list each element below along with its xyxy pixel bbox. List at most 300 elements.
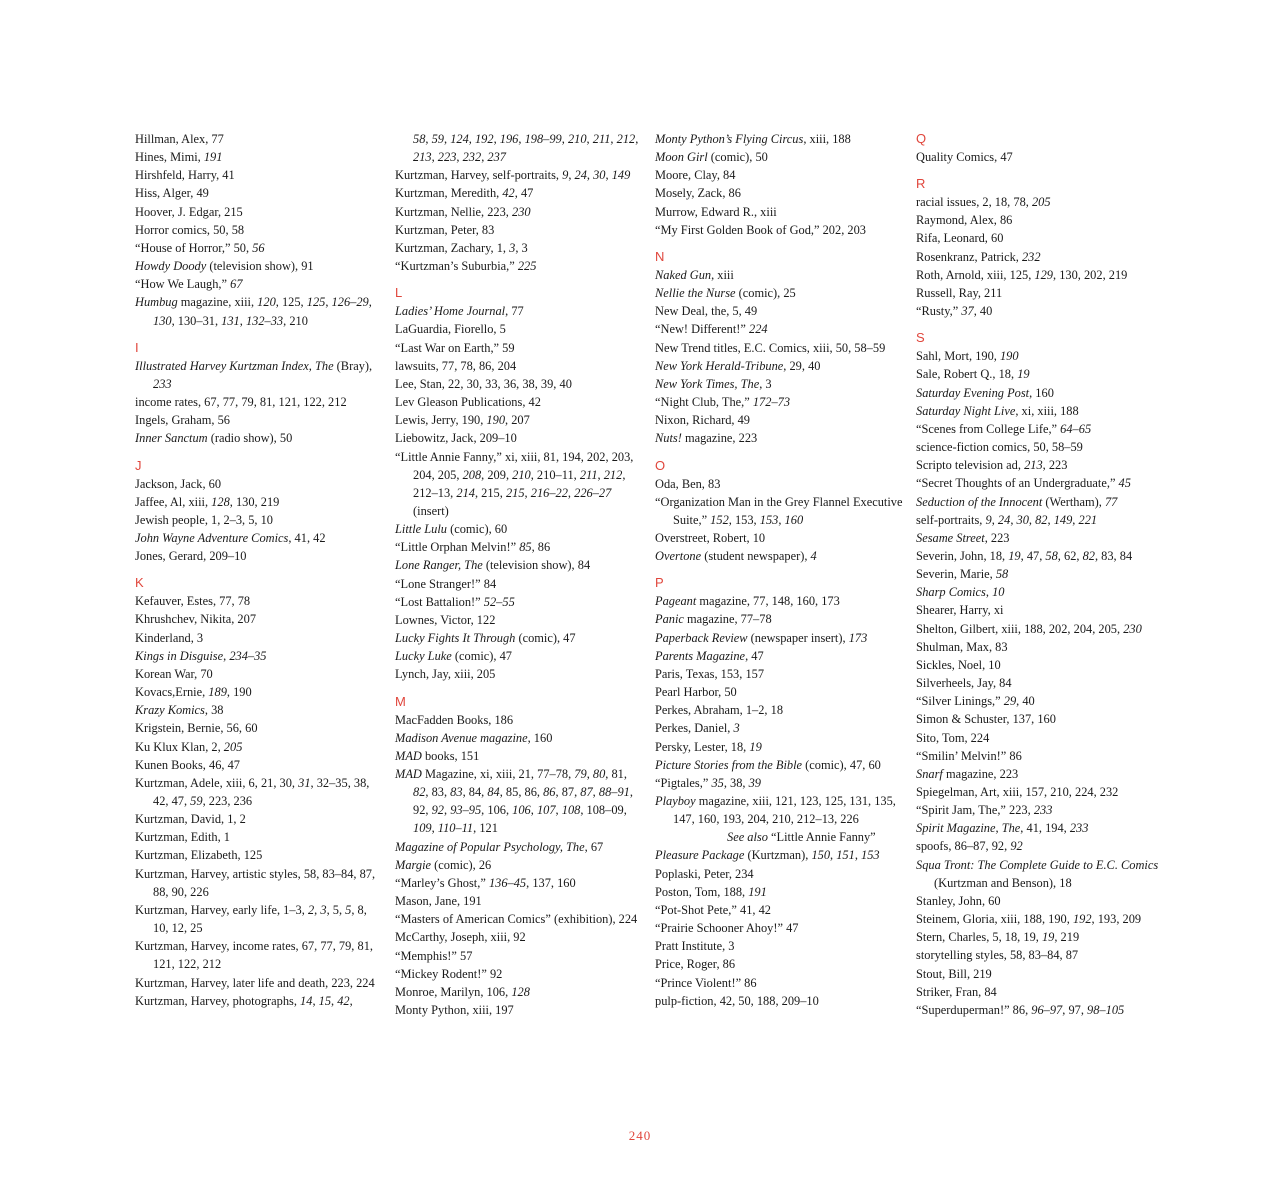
italic-text: 131 bbox=[221, 313, 240, 328]
index-entry bbox=[395, 1001, 643, 1019]
italic-text: Ladies’ Home Journal bbox=[395, 304, 506, 319]
entry-text: Ku Klux Klan, 2, bbox=[135, 739, 224, 754]
entry-text: “Last War on Earth,” 59 bbox=[395, 340, 515, 355]
entry-text: , bbox=[443, 803, 451, 818]
index-entry bbox=[655, 221, 903, 239]
entry-text: “Little Annie Fanny,” xi, xiii, 81, 194, 202, 203, 204, 205, bbox=[395, 449, 634, 482]
italic-text: 173 bbox=[848, 630, 868, 645]
index-entry bbox=[395, 747, 643, 765]
index-entry bbox=[916, 420, 1164, 438]
index-entry bbox=[916, 248, 1164, 266]
entry-text: Magazine, xi, xiii, 21, 77–78, bbox=[421, 767, 575, 781]
entry-text: “Lost Battalion!” bbox=[395, 594, 484, 609]
italic-text: 225 bbox=[517, 259, 537, 274]
entry-text: , bbox=[985, 585, 993, 600]
entry-text: Lev Gleason Publications, 42 bbox=[395, 395, 541, 410]
italic-text: 210 bbox=[567, 132, 587, 146]
entry-text: , 83, bbox=[425, 785, 451, 800]
entry-text: Lewis, Jerry, 190, bbox=[395, 413, 487, 428]
italic-text: Snarf bbox=[916, 766, 943, 781]
index-entry bbox=[916, 193, 1164, 211]
italic-text: Picture Stories from the Bible bbox=[655, 757, 803, 772]
italic-text: Magazine of Popular Psychology, The bbox=[395, 839, 585, 854]
entry-text: , 85, 86, bbox=[499, 785, 544, 800]
entry-text: , bbox=[431, 150, 438, 165]
entry-text: , bbox=[586, 767, 593, 781]
italic-text: 221 bbox=[1078, 512, 1098, 527]
index-entry bbox=[916, 765, 1164, 783]
index-entry bbox=[395, 765, 643, 838]
letter-heading: P bbox=[655, 575, 664, 591]
entry-text: “Lone Stranger!” 84 bbox=[395, 576, 497, 591]
italic-text: 233 bbox=[1069, 821, 1089, 836]
italic-text: 149 bbox=[1053, 512, 1073, 527]
index-entry bbox=[395, 928, 643, 946]
index-entry bbox=[916, 284, 1164, 302]
index-entry bbox=[916, 347, 1164, 365]
entry-text: Murrow, Edward R., xiii bbox=[655, 204, 777, 219]
entry-text: , 97, bbox=[1062, 1002, 1088, 1017]
entry-text: Khrushchev, Nikita, 207 bbox=[135, 612, 257, 627]
entry-text: income rates, 67, 77, 79, 81, 121, 122, 212 bbox=[135, 395, 347, 410]
italic-text: 52–55 bbox=[483, 594, 515, 609]
entry-text: “Marley’s Ghost,” bbox=[395, 875, 489, 890]
index-entry bbox=[395, 357, 643, 375]
index-entry bbox=[655, 610, 903, 628]
entry-text: , 47 bbox=[514, 186, 534, 201]
index-entry bbox=[916, 266, 1164, 284]
entry-text: , bbox=[597, 467, 604, 482]
index-entry bbox=[395, 629, 643, 647]
index-entry bbox=[655, 529, 903, 547]
index-entry bbox=[916, 656, 1164, 674]
index-entry bbox=[395, 665, 643, 683]
italic-text: 42 bbox=[502, 186, 515, 201]
entry-text: Kefauver, Estes, 77, 78 bbox=[135, 594, 251, 609]
entry-text: , bbox=[223, 648, 230, 663]
italic-text: 58 bbox=[413, 132, 426, 146]
entry-text: Simon & Schuster, 137, 160 bbox=[916, 712, 1056, 727]
entry-text: , 81, bbox=[605, 767, 627, 781]
index-entry bbox=[395, 556, 643, 574]
entry-text: , 153, bbox=[728, 512, 760, 527]
italic-text: 149 bbox=[611, 168, 631, 183]
italic-text: 216–22 bbox=[530, 485, 568, 500]
italic-text: 15 bbox=[318, 993, 332, 1008]
italic-text: 82 bbox=[1035, 512, 1048, 527]
italic-text: 29 bbox=[1003, 694, 1017, 709]
entry-text: , 77 bbox=[505, 304, 524, 319]
entry-text: , 223 bbox=[984, 530, 1010, 545]
entry-text: , bbox=[610, 132, 617, 146]
entry-text: Perkes, Daniel, bbox=[655, 721, 734, 736]
entry-text: “Masters of American Comics” (exhibition), 224 bbox=[395, 912, 638, 927]
entry-text: magazine, 77, 148, 160, 173 bbox=[696, 594, 840, 609]
letter-heading: J bbox=[135, 457, 142, 473]
index-entry bbox=[135, 293, 383, 329]
italic-text: 208 bbox=[462, 467, 482, 482]
index-entry bbox=[395, 593, 643, 611]
entry-text: Krigstein, Bernie, 56, 60 bbox=[135, 721, 258, 736]
entry-text: , bbox=[991, 512, 998, 527]
italic-text: 136–45 bbox=[488, 875, 527, 890]
entry-text: Oda, Ben, 83 bbox=[655, 476, 721, 491]
italic-text: 205 bbox=[223, 739, 243, 754]
italic-text: 5 bbox=[345, 902, 352, 917]
italic-text: 58 bbox=[995, 567, 1009, 582]
index-entry bbox=[916, 729, 1164, 747]
entry-text: Overstreet, Robert, 10 bbox=[655, 530, 766, 545]
italic-text: 172–73 bbox=[752, 395, 791, 410]
entry-text: Scripto television ad, bbox=[916, 458, 1025, 473]
index-column-4 bbox=[916, 130, 1164, 1019]
entry-text: (comic), 50 bbox=[707, 150, 768, 165]
entry-text: Lee, Stan, 22, 30, 33, 36, 38, 39, 40 bbox=[395, 376, 572, 391]
entry-text: , 83, 84 bbox=[1094, 548, 1133, 563]
entry-text: Kurtzman, Nellie, 223, bbox=[395, 204, 512, 219]
index-entry bbox=[655, 411, 903, 429]
entry-text: , xiii, 188 bbox=[803, 132, 851, 146]
italic-text: Kings in Disguise bbox=[135, 648, 224, 663]
index-entry bbox=[395, 302, 643, 320]
entry-text: Kurtzman, Harvey, artistic styles, 58, 83–84, 87, 88, 90, 226 bbox=[135, 866, 376, 899]
entry-text: , 108–09, bbox=[580, 803, 627, 818]
entry-text: magazine, 223 bbox=[942, 766, 1019, 781]
index-entry bbox=[655, 203, 903, 221]
entry-text: , 193, 209 bbox=[1091, 912, 1142, 927]
index-entry bbox=[916, 384, 1164, 402]
italic-text: 190 bbox=[486, 413, 506, 428]
italic-text: 85 bbox=[519, 540, 532, 555]
italic-text: Pleasure Package bbox=[655, 848, 745, 863]
italic-text: 92 bbox=[1010, 839, 1023, 854]
entry-text: , bbox=[555, 803, 562, 818]
index-entry bbox=[395, 520, 643, 538]
entry-text: , 160 bbox=[527, 730, 553, 745]
entry-text: , 67 bbox=[584, 839, 604, 854]
index-entry bbox=[395, 320, 643, 338]
entry-text: “Kurtzman’s Suburbia,” bbox=[395, 259, 518, 274]
italic-text: Paperback Review bbox=[655, 630, 748, 645]
letter-heading: Q bbox=[916, 131, 927, 146]
entry-text: Hoover, J. Edgar, 215 bbox=[135, 204, 243, 219]
italic-text: Madison Avenue magazine bbox=[395, 730, 528, 745]
entry-text: , bbox=[524, 485, 531, 500]
italic-text: 59 bbox=[431, 132, 444, 146]
entry-text: Hines, Mimi, bbox=[135, 150, 204, 165]
index-entry bbox=[916, 892, 1164, 910]
index-entry bbox=[916, 565, 1164, 583]
entry-text: , 106, bbox=[481, 803, 513, 818]
italic-text: 9 bbox=[985, 512, 992, 527]
index-entry bbox=[916, 474, 1164, 492]
index-entry bbox=[135, 203, 383, 221]
index-entry bbox=[916, 983, 1164, 1001]
entry-text: “Little Orphan Melvin!” bbox=[395, 540, 520, 555]
entry-text: , bbox=[635, 132, 639, 146]
letter-heading: S bbox=[916, 330, 925, 346]
italic-text: 110–11 bbox=[437, 821, 474, 836]
index-entry bbox=[916, 456, 1164, 474]
entry-text: , 84, bbox=[462, 785, 488, 800]
italic-text: 9 bbox=[562, 168, 569, 183]
entry-text: “New! Different!” bbox=[655, 322, 750, 337]
italic-text: New York Times, The bbox=[655, 376, 760, 391]
entry-text: (Bray), bbox=[333, 358, 373, 373]
entry-text: , 5, bbox=[326, 902, 346, 917]
entry-text: , 40 bbox=[1016, 694, 1035, 709]
entry-text: Kurtzman, Harvey, self-portraits, bbox=[395, 168, 563, 183]
entry-text: “Memphis!” 57 bbox=[395, 948, 473, 963]
italic-text: 19 bbox=[1017, 367, 1030, 382]
italic-text: 108 bbox=[561, 803, 581, 818]
entry-text: Kurtzman, Adele, xiii, 6, 21, 30, bbox=[135, 775, 299, 790]
index-entry bbox=[135, 756, 383, 774]
index-entry bbox=[395, 339, 643, 357]
entry-text: magazine, xiii, 121, 123, 125, 131, 135, 147, 160, 193, 204, 210, 212–13, 226 bbox=[673, 794, 896, 827]
entry-text: Horror comics, 50, 58 bbox=[135, 222, 245, 237]
italic-text: Seduction of the Innocent bbox=[916, 494, 1043, 509]
entry-text: , 29, 40 bbox=[783, 358, 821, 373]
index-entry bbox=[916, 302, 1164, 320]
entry-text: , bbox=[468, 132, 475, 146]
italic-text: 215 bbox=[505, 485, 525, 500]
entry-text: “Little Annie Fanny” bbox=[767, 830, 876, 845]
entry-text: , 223, 236 bbox=[202, 794, 253, 808]
index-entry bbox=[135, 629, 383, 647]
index-entry bbox=[655, 320, 903, 338]
entry-text: self-portraits, bbox=[916, 512, 986, 527]
entry-text: , 38, bbox=[723, 775, 749, 790]
entry-text: , bbox=[530, 803, 537, 818]
index-entry bbox=[135, 683, 383, 701]
index-entry bbox=[916, 856, 1164, 892]
index-entry bbox=[135, 411, 383, 429]
entry-text: Rifa, Leonard, 60 bbox=[916, 231, 1004, 246]
index-entry bbox=[655, 148, 903, 166]
entry-text: , 62, bbox=[1057, 548, 1083, 563]
entry-text: “My First Golden Book of God,” 202, 203 bbox=[655, 222, 866, 237]
index-entry bbox=[655, 475, 903, 493]
italic-text: Krazy Komics bbox=[135, 703, 205, 718]
italic-text: Lone Ranger, The bbox=[395, 558, 483, 573]
entry-text: , 92, bbox=[413, 785, 633, 818]
index-entry bbox=[135, 166, 383, 184]
entry-text: , 38 bbox=[204, 703, 224, 718]
italic-text: Saturday Night Live bbox=[916, 403, 1016, 418]
entry-text: “Pigtales,” bbox=[655, 775, 712, 790]
entry-text: , bbox=[605, 168, 612, 183]
index-entry bbox=[916, 783, 1164, 801]
index-entry bbox=[916, 547, 1164, 565]
index-entry bbox=[916, 620, 1164, 638]
entry-text: , 190 bbox=[226, 685, 252, 700]
entry-text: , xiii bbox=[711, 267, 734, 282]
entry-text: storytelling styles, 58, 83–84, 87 bbox=[916, 948, 1079, 963]
italic-text: 98–105 bbox=[1087, 1002, 1125, 1017]
entry-text: Kurtzman, Meredith, bbox=[395, 186, 503, 201]
italic-text: 31 bbox=[298, 775, 311, 790]
entry-text: , 86 bbox=[531, 540, 551, 555]
index-entry bbox=[135, 393, 383, 411]
entry-text: Kunen Books, 46, 47 bbox=[135, 757, 240, 772]
italic-text: See also bbox=[727, 830, 768, 845]
index-entry bbox=[655, 919, 903, 937]
italic-text: 2 bbox=[307, 902, 315, 917]
italic-text: 213 bbox=[413, 150, 432, 165]
index-entry bbox=[916, 1001, 1164, 1019]
entry-text: (comic), 47 bbox=[451, 649, 512, 664]
index-entry bbox=[916, 928, 1164, 946]
entry-text: Russell, Ray, 211 bbox=[916, 285, 1003, 300]
index-entry bbox=[655, 493, 903, 529]
entry-text: Sahl, Mort, 190, bbox=[916, 349, 1000, 364]
italic-text: Pageant bbox=[655, 594, 697, 609]
italic-text: 190 bbox=[999, 349, 1019, 364]
entry-text: (comic), 47, 60 bbox=[802, 757, 881, 772]
italic-text: Illustrated Harvey Kurtzman Index, The bbox=[135, 358, 334, 373]
italic-text: 107 bbox=[536, 803, 556, 818]
italic-text: Spirit Magazine, The bbox=[916, 821, 1021, 836]
index-entry bbox=[135, 529, 383, 547]
italic-text: 64–65 bbox=[1060, 421, 1092, 436]
entry-text: (student newspaper), bbox=[701, 549, 811, 564]
index-entry bbox=[395, 166, 643, 184]
index-entry bbox=[395, 910, 643, 928]
index-entry bbox=[135, 810, 383, 828]
index-column-2 bbox=[395, 130, 643, 1019]
index-entry bbox=[655, 738, 903, 756]
entry-text: “How We Laugh,” bbox=[135, 277, 231, 292]
index-entry bbox=[916, 638, 1164, 656]
entry-text: Stanley, John, 60 bbox=[916, 893, 1001, 908]
italic-text: Parents Magazine bbox=[655, 648, 746, 663]
italic-text: Little Lulu bbox=[395, 522, 447, 537]
entry-text: Mosely, Zack, 86 bbox=[655, 186, 741, 201]
entry-text: , bbox=[1072, 512, 1079, 527]
italic-text: 88–91 bbox=[598, 785, 630, 800]
italic-text: 83 bbox=[450, 785, 463, 800]
entry-text: , 215, bbox=[474, 485, 506, 500]
entry-text: Kurtzman, Peter, 83 bbox=[395, 222, 495, 237]
italic-text: MAD bbox=[395, 748, 422, 763]
italic-text: 3 bbox=[733, 721, 740, 736]
italic-text: 126–29 bbox=[331, 295, 369, 310]
italic-text: 129 bbox=[1034, 267, 1053, 282]
italic-text: 56 bbox=[252, 240, 265, 255]
italic-text: 93–95 bbox=[450, 803, 482, 818]
italic-text: 19 bbox=[1041, 930, 1055, 945]
entry-text: Hillman, Alex, 77 bbox=[135, 132, 224, 146]
index-entry bbox=[135, 493, 383, 511]
index-entry bbox=[135, 665, 383, 683]
entry-text: , bbox=[312, 993, 319, 1008]
index-entry bbox=[655, 547, 903, 565]
entry-text: Kurtzman, Harvey, later life and death, 223, 224 bbox=[135, 975, 375, 990]
entry-text: , bbox=[443, 132, 451, 146]
index-entry bbox=[135, 719, 383, 737]
entry-text: , bbox=[331, 993, 338, 1008]
index-entry bbox=[395, 874, 643, 892]
entry-text: “Rusty,” bbox=[916, 304, 962, 319]
entry-text: Jackson, Jack, 60 bbox=[135, 476, 222, 491]
entry-text: , 3 bbox=[515, 240, 528, 255]
entry-text: LaGuardia, Fiorello, 5 bbox=[395, 322, 506, 337]
index-entry bbox=[916, 910, 1164, 928]
italic-text: 192 bbox=[474, 132, 494, 146]
entry-text: , bbox=[325, 295, 332, 310]
entry-text: , 130, 202, 219 bbox=[1053, 267, 1128, 282]
entry-text: Moore, Clay, 84 bbox=[655, 168, 736, 183]
italic-text: 19 bbox=[749, 739, 762, 754]
index-entry bbox=[135, 974, 383, 992]
index-entry bbox=[135, 184, 383, 202]
index-entry bbox=[655, 883, 903, 901]
italic-text: Sharp Comics bbox=[916, 585, 986, 600]
entry-text: Hiss, Alger, 49 bbox=[135, 186, 209, 201]
index-entry bbox=[135, 828, 383, 846]
italic-text: 232 bbox=[462, 150, 482, 165]
italic-text: 106 bbox=[512, 803, 531, 818]
entry-text: (television show), 84 bbox=[482, 558, 591, 573]
index-column-3 bbox=[655, 130, 903, 1010]
entry-text: Liebowitz, Jack, 209–10 bbox=[395, 431, 517, 446]
italic-text: 198–99 bbox=[524, 132, 562, 146]
index-entry bbox=[135, 275, 383, 293]
entry-text: Quality Comics, 47 bbox=[916, 150, 1013, 164]
italic-text: 4 bbox=[810, 549, 817, 564]
italic-text: Lucky Fights It Through bbox=[395, 631, 516, 646]
index-entry bbox=[135, 937, 383, 973]
entry-text: , bbox=[314, 902, 321, 917]
index-entry bbox=[655, 375, 903, 393]
index-column-1 bbox=[135, 130, 383, 1010]
index-entry bbox=[916, 438, 1164, 456]
index-entry bbox=[135, 901, 383, 937]
italic-text: Panic bbox=[655, 612, 684, 627]
italic-text: 213 bbox=[1024, 458, 1043, 473]
italic-text: 82 bbox=[413, 785, 426, 800]
entry-text: , bbox=[830, 848, 837, 863]
entry-text: “Prince Violent!” 86 bbox=[655, 975, 757, 990]
index-entry bbox=[395, 375, 643, 393]
index-entry bbox=[395, 611, 643, 629]
index-entry bbox=[916, 692, 1164, 710]
entry-text: (insert) bbox=[413, 503, 449, 518]
entry-text: , 130, 219 bbox=[229, 494, 280, 509]
entry-text: (radio show), 50 bbox=[207, 431, 293, 446]
entry-text: Sale, Robert Q., 18, bbox=[916, 367, 1018, 382]
entry-text: , 8, 10, 12, 25 bbox=[153, 902, 367, 936]
entry-text: Poplaski, Peter, 234 bbox=[655, 866, 754, 881]
entry-text: Shearer, Harry, xi bbox=[916, 603, 1004, 618]
italic-text: 125 bbox=[306, 295, 326, 310]
entry-text: , bbox=[567, 485, 575, 500]
italic-text: Lucky Luke bbox=[395, 649, 452, 664]
index-entry bbox=[655, 992, 903, 1010]
entry-text: Kinderland, 3 bbox=[135, 630, 204, 645]
italic-text: 42 bbox=[337, 993, 350, 1008]
entry-text: , bbox=[592, 785, 599, 800]
italic-text: New York Herald-Tribune bbox=[655, 358, 784, 373]
entry-text: Kurtzman, Edith, 1 bbox=[135, 830, 230, 845]
entry-text: , bbox=[586, 168, 594, 183]
italic-text: 192 bbox=[1072, 912, 1092, 927]
entry-text: pulp-fiction, 42, 50, 188, 209–10 bbox=[655, 993, 819, 1008]
entry-text: (comic), 60 bbox=[446, 522, 508, 537]
entry-text: , bbox=[561, 132, 568, 146]
index-entry bbox=[395, 729, 643, 747]
